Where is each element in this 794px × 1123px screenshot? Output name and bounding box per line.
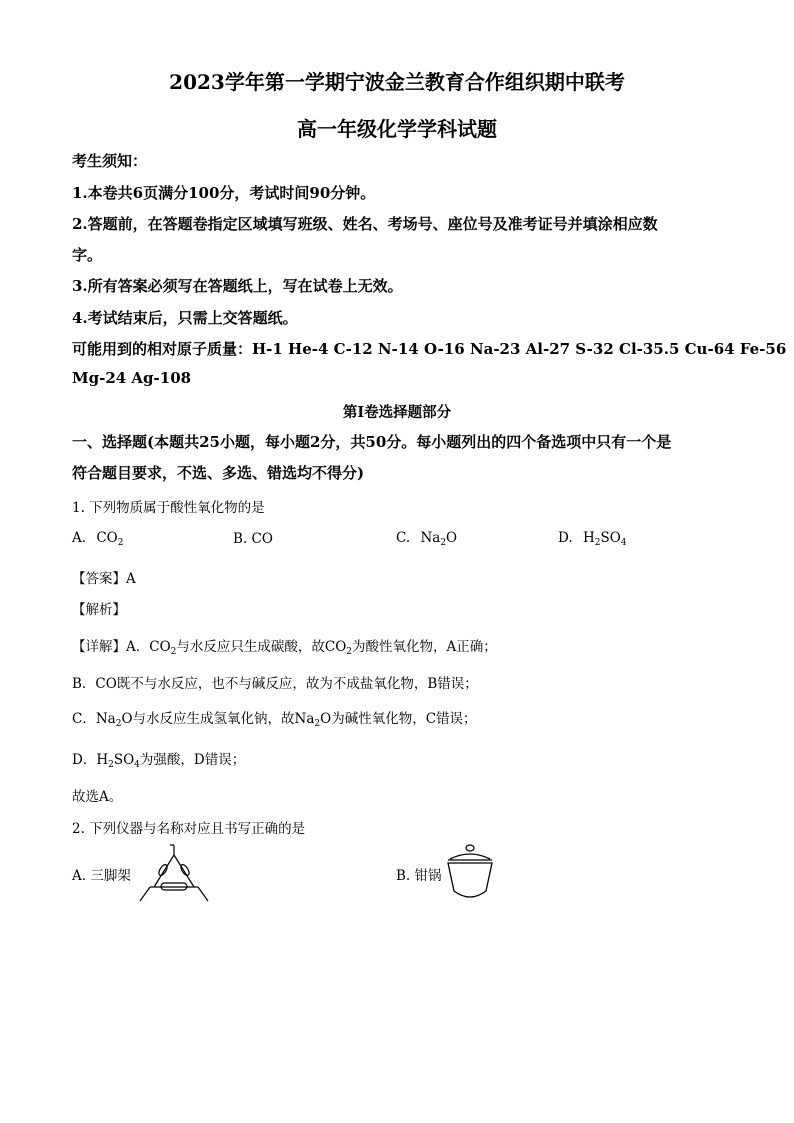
exam-subtitle: 高一年级化学学科试题 — [297, 117, 497, 141]
q1-option-b: B. CO — [233, 531, 273, 547]
q2-stem: 2. 下列仪器与名称对应且书写正确的是 — [72, 821, 306, 837]
formula-main: O — [121, 711, 133, 727]
detail-text: 为强酸，D错误； — [139, 752, 246, 768]
detail-prefix: D． — [72, 752, 97, 768]
section-instruction-2: 符合题目要求，不选、多选、错选均不得分) — [72, 464, 365, 482]
q1-conclusion: 故选A。 — [72, 789, 123, 805]
q1-option-a — [72, 530, 123, 548]
answer-tag: 【答案】 — [72, 571, 126, 587]
formula-main: CO — [149, 639, 171, 655]
q1-option-c — [396, 530, 457, 548]
q1-detail-a — [72, 635, 497, 657]
formula-main: Na — [95, 711, 116, 727]
detail-text: 与水反应生成氢氧化钠，故 — [132, 711, 295, 727]
formula-sub: 2 — [440, 538, 447, 548]
option-label: C. — [396, 530, 411, 546]
notice-item-3: 3.所有答案必须写在答题纸上，写在试卷上无效。 — [72, 277, 403, 295]
formula-h2so4 — [583, 530, 627, 546]
formula-co2 — [325, 639, 352, 655]
formula-na2o — [420, 530, 457, 546]
formula-main: CO — [324, 639, 347, 655]
formula-sub: 2 — [346, 647, 353, 657]
formula-sub: 2 — [117, 538, 124, 548]
answer-value: A — [126, 571, 136, 587]
q1-stem: 1. 下列物质属于酸性氧化物的是 — [72, 500, 265, 516]
q1-detail-c — [72, 707, 477, 729]
crucible-icon — [442, 843, 498, 903]
clay-triangle-icon — [136, 843, 212, 905]
option-label: D. — [558, 530, 573, 546]
detail-prefix: C． — [72, 711, 96, 727]
formula-main: CO — [96, 530, 118, 546]
formula-main: Na — [294, 711, 315, 727]
formula-main: H — [582, 530, 595, 546]
formula-h2so4 — [96, 752, 140, 768]
notice-item-2: 2.答题前，在答题卷指定区域填写班级、姓名、考场号、座位号及准考证号并填涂相应数 — [72, 215, 658, 233]
formula-main: SO — [600, 530, 621, 546]
notice-item-2-cont: 字。 — [72, 246, 103, 264]
formula-na2o — [295, 711, 332, 727]
formula-sub: 2 — [170, 647, 177, 657]
option-label: A. — [72, 530, 87, 546]
formula-main: H — [96, 752, 109, 768]
q1-answer — [72, 567, 136, 587]
formula-co2 — [96, 530, 123, 546]
q1-option-d — [558, 530, 627, 548]
atomic-mass-line-1: 可能用到的相对原子质量：H-1 He-4 C-12 N-14 O-16 Na-23 Al-27 S-32 Cl-35.5 Cu-64 Fe-56 — [72, 340, 787, 358]
q1-detail-d — [72, 748, 245, 770]
q1-analysis-tag: 【解析】 — [72, 602, 126, 618]
formula-main: Na — [420, 530, 441, 546]
formula-sub: 2 — [314, 719, 321, 729]
atomic-mass-line-2: Mg-24 Ag-108 — [72, 369, 192, 387]
section-instruction-1: 一、选择题(本题共25小题，每小题2分，共50分。每小题列出的四个备选项中只有一个是 — [72, 433, 672, 451]
detail-tag: 【详解】 — [72, 639, 126, 655]
notice-item-4: 4.考试结束后，只需上交答题纸。 — [72, 309, 298, 327]
q1-detail-b: B．CO既不与水反应，也不与碱反应，故为不成盐氧化物，B错误； — [72, 676, 478, 692]
q2-option-a: A. 三脚架 — [72, 868, 131, 884]
formula-sub: 2 — [594, 538, 601, 548]
detail-text: 为碱性氧化物，C错误； — [331, 711, 477, 727]
formula-sub: 4 — [134, 760, 140, 770]
section-title: 第I卷选择题部分 — [342, 404, 452, 421]
formula-na2o — [96, 711, 133, 727]
formula-main: SO — [113, 752, 135, 768]
formula-main: O — [446, 530, 458, 546]
formula-main: O — [320, 711, 332, 727]
notice-item-1: 1.本卷共6页满分100分，考试时间90分钟。 — [72, 184, 376, 202]
formula-co2 — [149, 639, 176, 655]
formula-sub: 2 — [115, 719, 122, 729]
exam-title: 2023学年第一学期宁波金兰教育合作组织期中联考 — [169, 70, 625, 94]
detail-text: 为酸性氧化物，A正确； — [352, 639, 497, 655]
q2-option-b: B. 钳锅 — [396, 868, 442, 884]
formula-sub: 2 — [108, 760, 114, 770]
notice-heading: 考生须知： — [72, 152, 148, 170]
formula-sub: 4 — [620, 538, 627, 548]
detail-text: 与水反应只生成碳酸，故 — [176, 639, 325, 655]
detail-prefix: A． — [126, 639, 150, 655]
